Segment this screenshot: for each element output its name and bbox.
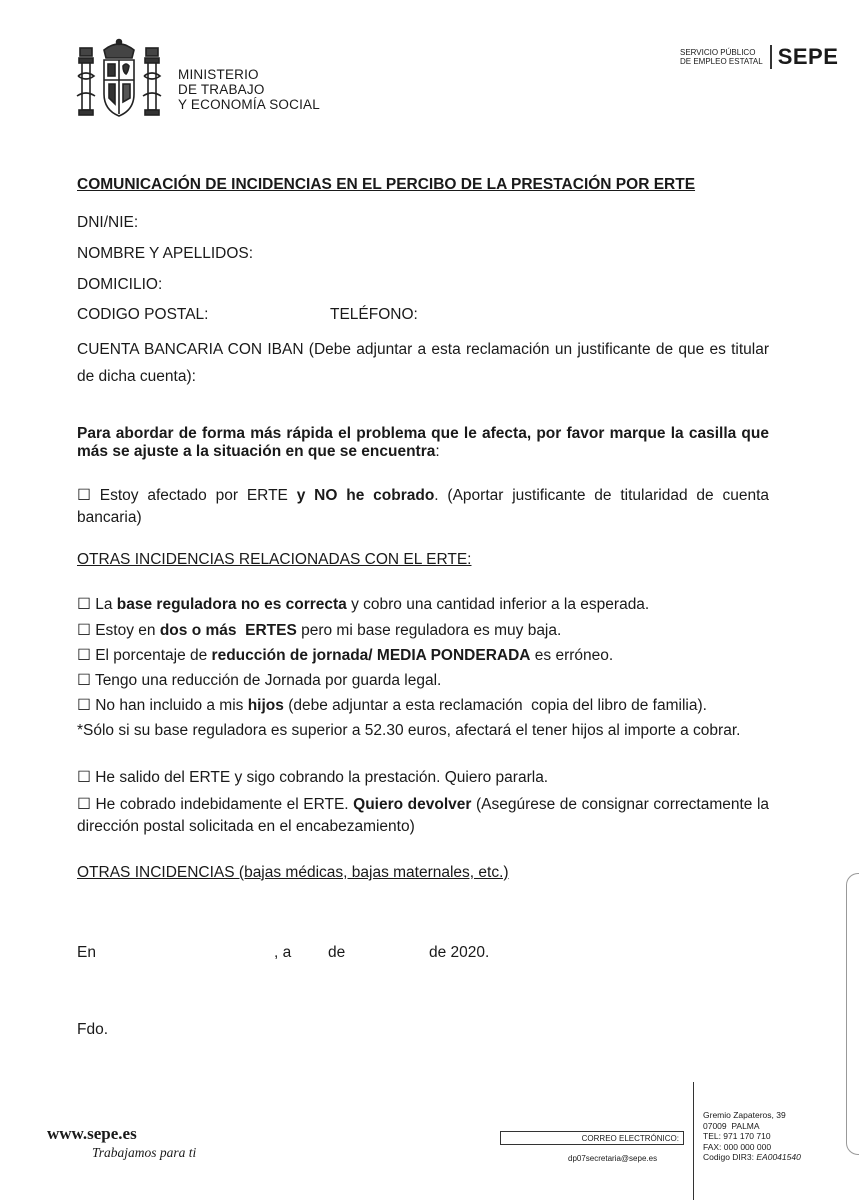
- checkbox-icon[interactable]: ☐: [77, 647, 91, 664]
- option-text: El porcentaje de: [95, 647, 212, 664]
- option-text: No han incluido a mis: [95, 697, 248, 714]
- sepe-divider: [770, 45, 772, 69]
- office-address: [703, 1110, 801, 1163]
- place-de-label: de: [328, 944, 346, 961]
- option-text: (debe adjuntar a esta reclamación copia del libro de familia).: [283, 697, 707, 714]
- dir3-label: Codigo DIR3:: [703, 1152, 757, 1162]
- option-text-bold: dos o más ERTES: [159, 622, 297, 639]
- option-multiple-ertes[interactable]: [77, 621, 561, 640]
- name-label: NOMBRE Y APELLIDOS:: [77, 245, 254, 262]
- option-text: (Asegúrese de consignar correctamente la dirección postal solicitada en el encabezamiento): [77, 796, 770, 835]
- option-text-bold: reducción de jornada/ MEDIA PONDERADA: [211, 647, 531, 664]
- place-year-label: de 2020.: [429, 944, 490, 961]
- checkbox-icon[interactable]: ☐: [77, 596, 91, 613]
- footer-website[interactable]: www.sepe.es: [47, 1124, 137, 1143]
- ministry-line: DE TRABAJO: [178, 82, 265, 97]
- ministry-line: MINISTERIO: [178, 67, 259, 82]
- form-title: COMUNICACIÓN DE INCIDENCIAS EN EL PERCIBO DE LA PRESTACIÓN POR ERTE: [77, 176, 696, 193]
- option-stop-benefit[interactable]: [77, 768, 548, 787]
- address-label: DOMICILIO:: [77, 276, 163, 293]
- iban-label: CUENTA BANCARIA CON IBAN (Debe adjuntar a esta reclamación un justificante de que es titular de dicha cuenta):: [77, 341, 769, 385]
- place-en-label: En: [77, 944, 96, 961]
- option-text: pero mi base reguladora es muy baja.: [296, 622, 562, 639]
- option-base-incorrect[interactable]: [77, 595, 649, 614]
- option-children[interactable]: [77, 696, 707, 715]
- sepe-subtitle-line: DE EMPLEO ESTATAL: [680, 57, 763, 66]
- option-text: es erróneo.: [530, 647, 614, 664]
- coat-of-arms-icon: [74, 36, 164, 128]
- email-address[interactable]: dp07secretaria@sepe.es: [568, 1154, 658, 1163]
- sepe-subtitle-line: SERVICIO PÚBLICO: [680, 48, 756, 57]
- dni-label: DNI/NIE:: [77, 214, 139, 231]
- checkbox-icon[interactable]: ☐: [77, 622, 91, 639]
- option-text: La: [95, 596, 117, 613]
- checkbox-icon[interactable]: ☐: [77, 672, 91, 689]
- checkbox-icon[interactable]: ☐: [77, 769, 91, 786]
- address-line: TEL: 971 170 710: [703, 1131, 771, 1141]
- option-reduction-wrong[interactable]: [77, 646, 613, 665]
- email-label-box: CORREO ELECTRÓNICO:: [500, 1131, 684, 1145]
- address-line: Gremio Zapateros, 39: [703, 1110, 786, 1120]
- sepe-wordmark: SEPE: [777, 44, 839, 69]
- instructions-colon: :: [435, 443, 440, 460]
- option-text-bold: base reguladora no es correcta: [116, 596, 347, 613]
- checkbox-icon[interactable]: ☐: [77, 697, 91, 714]
- ministry-name: [178, 67, 320, 112]
- option-text-bold: Quiero devolver: [353, 796, 472, 813]
- option-text: Tengo una reducción de Jornada por guarda legal.: [94, 672, 442, 689]
- option-return-payment[interactable]: [77, 794, 769, 838]
- other-erte-heading: OTRAS INCIDENCIAS RELACIONADAS CON EL ERTE:: [77, 551, 472, 568]
- phone-label: TELÉFONO:: [330, 306, 418, 323]
- children-note: *Sólo si su base reguladora es superior a 52.30 euros, afectará el tener hijos al importe a cobrar.: [77, 722, 741, 739]
- sepe-subtitle: [680, 48, 763, 66]
- address-line: FAX: 000 000 000: [703, 1141, 772, 1152]
- footer-slogan: Trabajamos para ti: [92, 1145, 197, 1160]
- option-text: He cobrado indebidamente el ERTE.: [95, 796, 354, 813]
- option-text: Estoy afectado por ERTE: [99, 487, 297, 504]
- address-line: 07009 PALMA: [703, 1120, 760, 1131]
- sepe-logo: [680, 44, 838, 70]
- option-text: He salido del ERTE y sigo cobrando la prestación. Quiero pararla.: [95, 769, 549, 786]
- option-text-bold: y NO he cobrado: [296, 487, 435, 504]
- signature-label: Fdo.: [77, 1021, 109, 1038]
- option-not-paid[interactable]: [77, 485, 769, 529]
- ministry-line: Y ECONOMÍA SOCIAL: [178, 97, 320, 112]
- instructions-bold: Para abordar de forma más rápida el problema que le afecta, por favor marque la casilla que más se ajuste a la situación en que se encuentra: [77, 425, 769, 460]
- instructions: [77, 425, 769, 461]
- other-incidents-heading: OTRAS INCIDENCIAS (bajas médicas, bajas maternales, etc.): [77, 864, 509, 881]
- checkbox-icon[interactable]: ☐: [77, 796, 91, 813]
- dir3-code: EA0041540: [756, 1152, 801, 1162]
- option-text: . (Aportar justificante de titularidad de cuenta bancaria): [77, 487, 769, 526]
- dir3-line: [703, 1152, 801, 1163]
- checkbox-icon[interactable]: ☐: [77, 487, 91, 504]
- place-a-label: , a: [274, 944, 292, 961]
- postal-code-label: CODIGO POSTAL:: [77, 306, 209, 323]
- footer-divider: [693, 1082, 694, 1200]
- side-scroll-handle[interactable]: [846, 873, 859, 1155]
- option-text: y cobro una cantidad inferior a la esperada.: [346, 596, 650, 613]
- option-text-bold: hijos: [247, 697, 284, 714]
- option-legal-guard[interactable]: [77, 671, 441, 690]
- option-text: Estoy en: [95, 622, 160, 639]
